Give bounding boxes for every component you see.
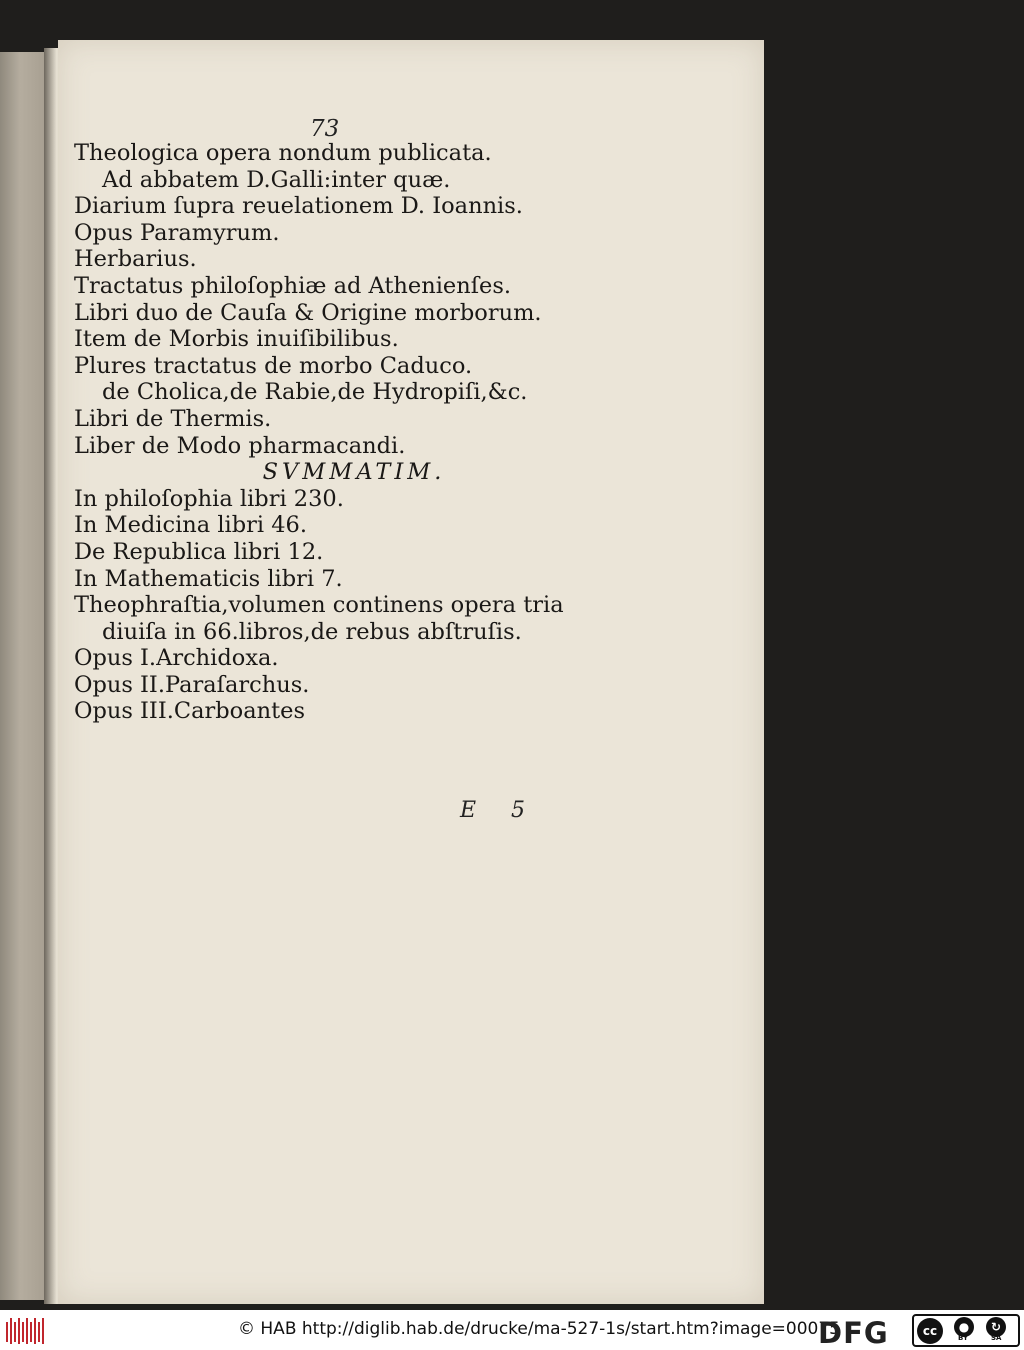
cc-icon: cc: [917, 1318, 943, 1344]
text-line: Libri duo de Cauſa & Origine morborum.: [74, 299, 542, 326]
text-line: Libri de Thermis.: [74, 405, 272, 432]
sa-label: SA: [991, 1334, 1002, 1342]
text-line: In philoſophia libri 230.: [74, 485, 344, 512]
text-line: Theologica opera nondum publicata.: [74, 140, 492, 166]
by-label: BY: [958, 1334, 969, 1342]
share-alike-icon: ↻: [986, 1317, 1006, 1337]
book-page: [58, 40, 764, 1304]
cc-by-sa-icon[interactable]: [912, 1314, 1020, 1347]
text-line: Liber de Modo pharmacandi.: [74, 432, 406, 459]
text-line: Theophraſtia,volumen continens opera tria: [74, 592, 564, 619]
page-text: [74, 140, 754, 725]
text-line: Tractatus philoſophiæ ad Athenienſes.: [74, 272, 512, 299]
text-line: In Medicina libri 46.: [74, 512, 308, 539]
hab-bars-logo-icon[interactable]: [6, 1318, 46, 1344]
text-line: Opus III.Carboantes: [74, 698, 305, 725]
viewer-footer: [0, 1310, 1024, 1350]
copyright-link[interactable]: © HAB http://diglib.hab.de/drucke/ma-527-1s/start.htm?image=00075: [238, 1319, 840, 1339]
previous-page-edge: [0, 52, 50, 1300]
signature-mark: E 5: [460, 798, 540, 823]
person-icon: ●: [954, 1317, 974, 1337]
page-number: 73: [310, 116, 340, 142]
text-line: Opus I.Archidoxa.: [74, 645, 279, 672]
text-line: de Cholica,de Rabie,de Hydropiſi,&c.: [102, 379, 528, 406]
text-line: SVMMATIM.: [262, 459, 446, 486]
text-line: Opus II.Paraſarchus.: [74, 671, 310, 698]
text-line: De Republica libri 12.: [74, 538, 324, 565]
dfg-logo[interactable]: DFG: [818, 1316, 889, 1350]
text-line: Diarium ſupra reuelationem D. Ioannis.: [74, 193, 523, 220]
text-line: Plures tractatus de morbo Caduco.: [74, 352, 473, 379]
text-line: diuiſa in 66.libros,de rebus abſtruſis.: [102, 618, 522, 645]
text-line: Item de Morbis inuiſibilibus.: [74, 326, 399, 353]
text-line: In Mathematicis libri 7.: [74, 565, 343, 592]
text-line: Ad abbatem D.Galli:inter quæ.: [102, 166, 451, 193]
text-line: Opus Paramyrum.: [74, 219, 280, 246]
text-line: Herbarius.: [74, 246, 197, 273]
